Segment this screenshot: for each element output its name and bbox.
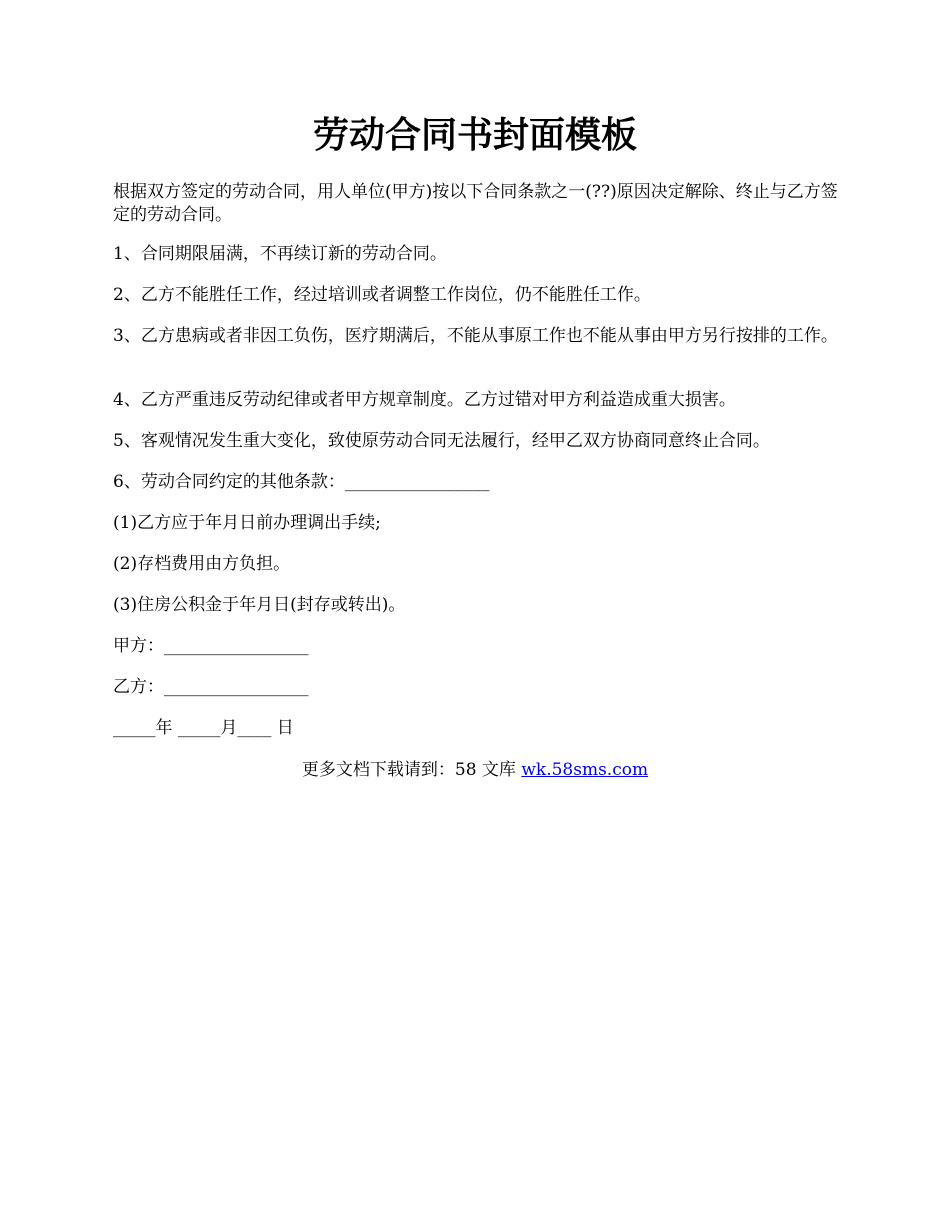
item-1: (1)乙方应于年月日前办理调出手续;: [113, 513, 381, 533]
footer: [0, 759, 950, 782]
party-b-signature-line: 乙方：_________________: [113, 677, 309, 697]
clause-2: 2、乙方不能胜任工作，经过培训或者调整工作岗位，仍不能胜任工作。: [113, 285, 651, 305]
footer-link[interactable]: wk.58sms.com: [521, 760, 649, 780]
item-3: (3)住房公积金于年月日(封存或转出)。: [113, 595, 406, 615]
item-2: (2)存档费用由方负担。: [113, 554, 291, 574]
clause-5: 5、客观情况发生重大变化，致使原劳动合同无法履行，经甲乙双方协商同意终止合同。: [113, 431, 770, 451]
clause-3: 3、乙方患病或者非因工负伤，医疗期满后，不能从事原工作也不能从事由甲方另行按排的工作。: [113, 326, 838, 346]
party-a-signature-line: 甲方：_________________: [113, 636, 309, 656]
document-title: 劳动合同书封面模板: [312, 115, 637, 156]
clause-4: 4、乙方严重违反劳动纪律或者甲方规章制度。乙方过错对甲方利益造成重大损害。: [113, 390, 736, 410]
clause-1: 1、合同期限届满，不再续订新的劳动合同。: [113, 244, 447, 264]
footer-text: 更多文档下载请到：58 文库: [301, 760, 522, 780]
intro-paragraph: 根据双方签定的劳动合同，用人单位(甲方)按以下合同条款之一(??)原因决定解除、终止与乙方签定的劳动合同。: [113, 182, 838, 225]
clause-6: 6、劳动合同约定的其他条款：_________________: [113, 472, 490, 492]
date-line: _____年 _____月____ 日: [113, 718, 294, 738]
